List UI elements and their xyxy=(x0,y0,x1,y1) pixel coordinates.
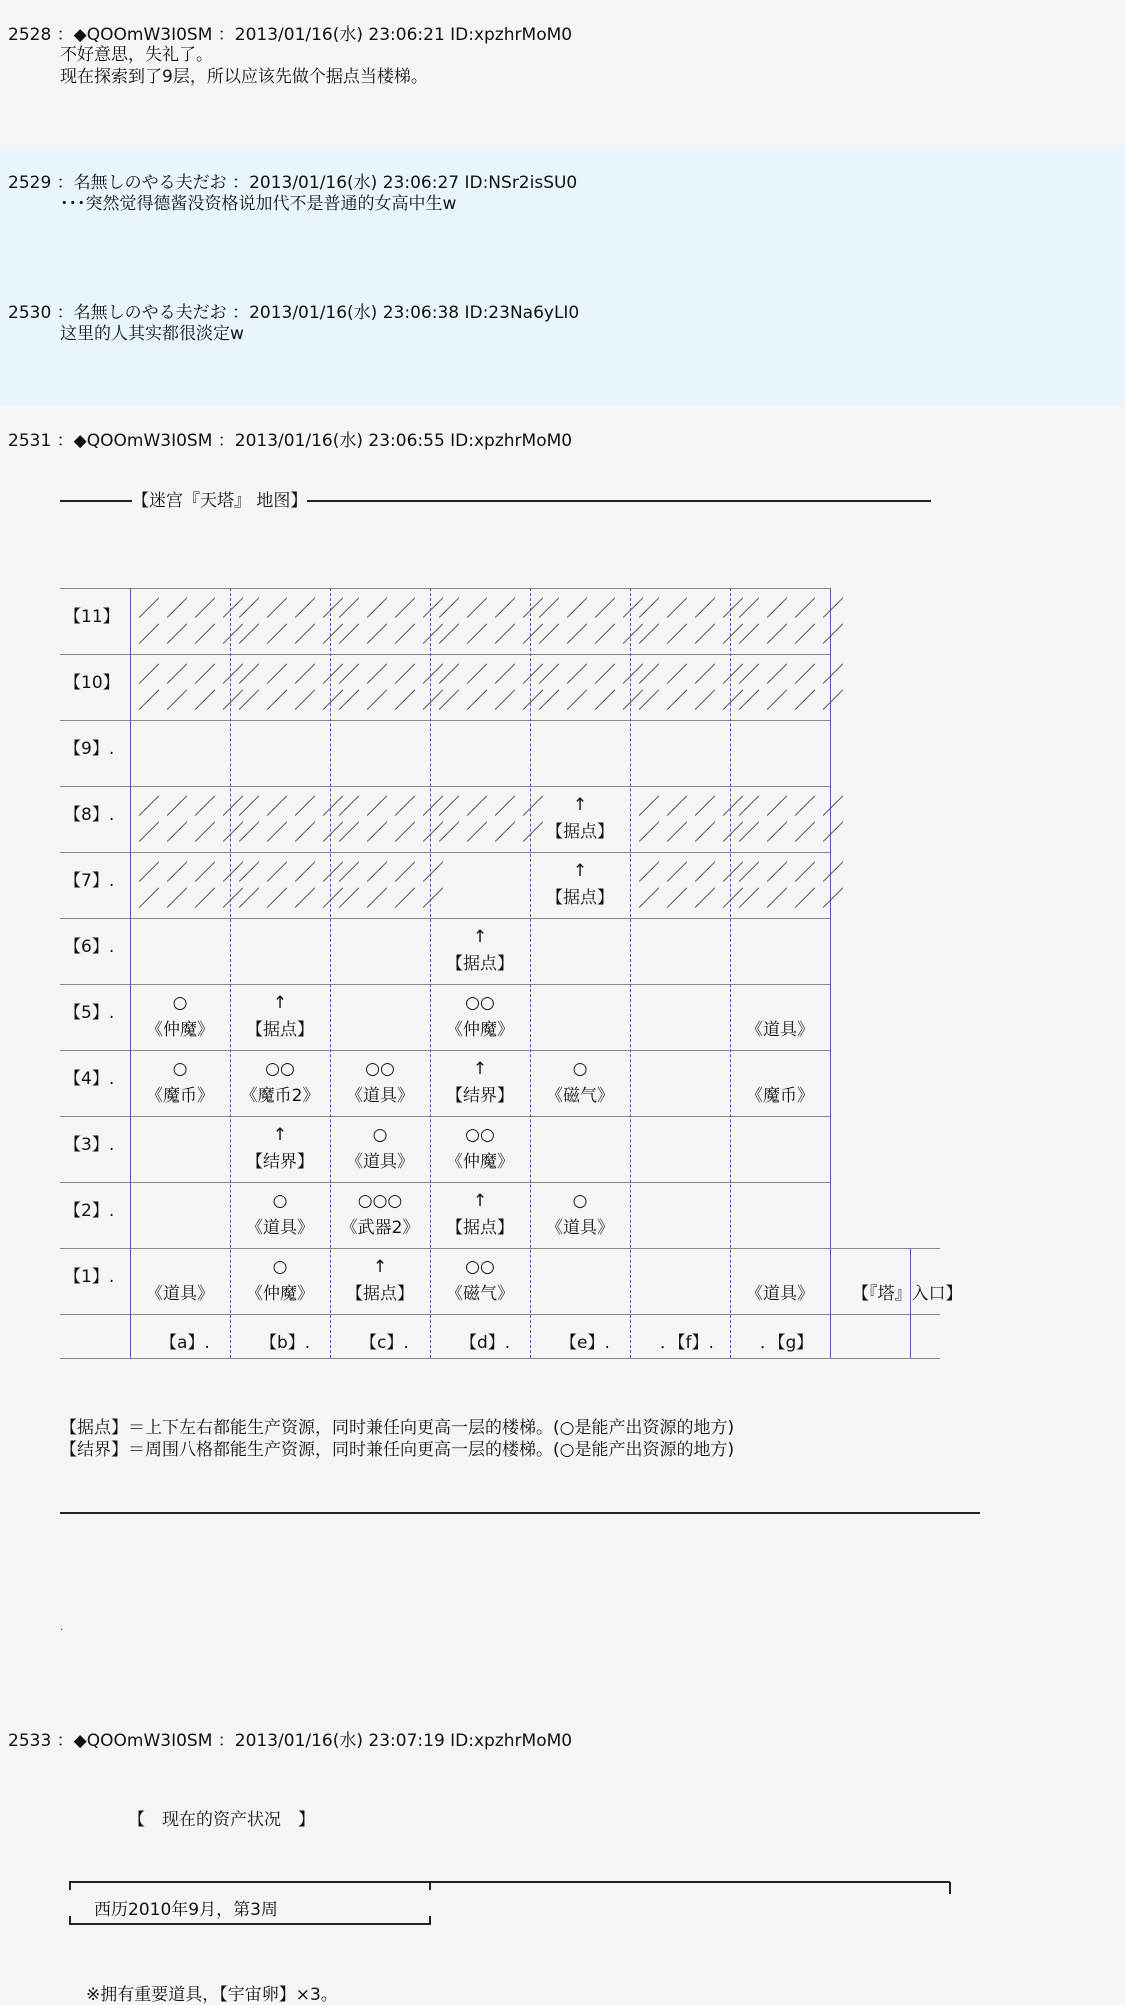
hatched-cell: ／／／／ xyxy=(238,663,351,688)
grid-row-line xyxy=(60,1116,830,1117)
hatched-cell: ／／／／ xyxy=(438,689,551,714)
hatched-cell: ／／／／ xyxy=(538,623,651,648)
grid-row-line xyxy=(60,720,830,721)
cell-marker: ↑ xyxy=(472,1191,488,1211)
cell-label: 《道具》 xyxy=(246,1218,314,1238)
grid-row-line xyxy=(60,786,830,787)
row-label: 【10】 xyxy=(64,673,120,693)
hatched-cell: ／／／／ xyxy=(238,597,351,622)
cell-label: 《魔币2》 xyxy=(240,1086,320,1106)
hatched-cell: ／／／／ xyxy=(138,861,251,886)
cell-marker: ○○ xyxy=(465,1257,495,1277)
post-header: 2533 ：◆QOOmW3I0SM ：2013/01/16(水) 23:07:19 ID:xpzhrMoM0 xyxy=(8,1731,573,1751)
row-label: 【5】. xyxy=(64,1003,115,1023)
col-label: 【c】. xyxy=(360,1333,409,1353)
post-2529 xyxy=(0,148,1125,278)
grid-row-line xyxy=(60,654,830,655)
post-header: 2529 ：名無しのやる夫だお ：2013/01/16(水) 23:06:27 ID:NSr2isSU0 xyxy=(8,173,578,193)
post-header: 2528 ：◆QOOmW3I0SM ：2013/01/16(水) 23:06:21 ID:xpzhrMoM0 xyxy=(8,25,573,45)
hatched-cell: ／／／／ xyxy=(138,887,251,912)
cell-marker: ○ xyxy=(172,1059,188,1079)
post-line: 现在探索到了9层，所以应该先做个据点当楼梯。 xyxy=(60,67,428,87)
hatched-cell: ／／／／ xyxy=(138,597,251,622)
hatched-cell: ／／／／ xyxy=(538,597,651,622)
row-label: 【4】. xyxy=(64,1069,115,1089)
col-label: 【b】. xyxy=(260,1333,311,1353)
post-header: 2530 ：名無しのやる夫だお ：2013/01/16(水) 23:06:38 ID:23Na6yLI0 xyxy=(8,303,580,323)
map-title-text: 【迷宫『天塔』 地图】 xyxy=(132,491,308,511)
cell-label: 《仲魔》 xyxy=(146,1020,214,1040)
hatched-cell: ／／／／ xyxy=(438,821,551,846)
cell-marker: ○○ xyxy=(465,1125,495,1145)
hatched-cell: ／／／／ xyxy=(438,597,551,622)
hatched-cell: ／／／／ xyxy=(738,689,851,714)
hatched-cell: ／／／／ xyxy=(638,663,751,688)
hatched-cell: ／／／／ xyxy=(738,663,851,688)
hatched-cell: ／／／／ xyxy=(238,795,351,820)
grid-row-line xyxy=(60,588,830,589)
hatched-cell: ／／／／ xyxy=(338,663,451,688)
cell-label: 【据点】 xyxy=(446,1218,514,1238)
cell-marker: ↑ xyxy=(572,861,588,881)
assets-title: 【 现在的资产状况 】 xyxy=(128,1810,315,1830)
cell-label: 《道具》 xyxy=(346,1086,414,1106)
cell-label: 《仲魔》 xyxy=(446,1152,514,1172)
col-label: 【d】. xyxy=(460,1333,511,1353)
cell-marker: ○○ xyxy=(365,1059,395,1079)
post-line: ･･･突然觉得德酱没资格说加代不是普通的女高中生w xyxy=(60,194,457,214)
cell-marker: ↑ xyxy=(272,993,288,1013)
hatched-cell: ／／／／ xyxy=(738,821,851,846)
hatched-cell: ／／／／ xyxy=(638,597,751,622)
hatched-cell: ／／／／ xyxy=(338,861,451,886)
hatched-cell: ／／／／ xyxy=(738,861,851,886)
col-label: 【a】. xyxy=(160,1333,210,1353)
cell-marker: ○ xyxy=(172,993,188,1013)
hatched-cell: ／／／／ xyxy=(138,795,251,820)
col-label: ．【f】. xyxy=(660,1333,714,1353)
cell-marker: ○ xyxy=(572,1059,588,1079)
cell-marker: ○ xyxy=(372,1125,388,1145)
cell-label: 《仲魔》 xyxy=(246,1284,314,1304)
cell-label: 【据点】 xyxy=(446,954,514,974)
cell-label: 【据点】 xyxy=(546,888,614,908)
grid-row-line xyxy=(60,1314,940,1315)
hatched-cell: ／／／／ xyxy=(338,597,451,622)
hatched-cell: ／／／／ xyxy=(338,623,451,648)
hatched-cell: ／／／／ xyxy=(738,623,851,648)
row-label: 【6】. xyxy=(64,937,115,957)
cell-label: 【据点】 xyxy=(546,822,614,842)
col-label: ．【g】 xyxy=(760,1333,814,1353)
hatched-cell: ／／／／ xyxy=(138,663,251,688)
cell-label: 《道具》 xyxy=(146,1284,214,1304)
cell-marker: ↑ xyxy=(472,927,488,947)
grid-row-line xyxy=(60,852,830,853)
cell-label: 《道具》 xyxy=(346,1152,414,1172)
hatched-cell: ／／／／ xyxy=(638,861,751,886)
hatched-cell: ／／／／ xyxy=(638,887,751,912)
cell-marker: ↑ xyxy=(372,1257,388,1277)
legend-stronghold: 【据点】＝上下左右都能生产资源，同时兼任向更高一层的楼梯。(○是能产出资源的地方) xyxy=(60,1418,735,1438)
hatched-cell: ／／／／ xyxy=(138,821,251,846)
hatched-cell: ／／／／ xyxy=(438,623,551,648)
date-text: 西历2010年9月，第3周 xyxy=(94,1900,278,1920)
cell-marker: ↑ xyxy=(272,1125,288,1145)
grid-row-line xyxy=(60,1248,940,1249)
hatched-cell: ／／／／ xyxy=(338,887,451,912)
hatched-cell: ／／／／ xyxy=(238,689,351,714)
small-mark: . xyxy=(60,1622,64,1633)
hatched-cell: ／／／／ xyxy=(338,795,451,820)
grid-row-line xyxy=(60,1358,940,1359)
post-2530 xyxy=(0,278,1125,406)
hatched-cell: ／／／／ xyxy=(238,623,351,648)
divider-rule xyxy=(60,1512,980,1514)
hatched-cell: ／／／／ xyxy=(438,795,551,820)
cell-label: 【据点】 xyxy=(346,1284,414,1304)
cell-marker: ○○ xyxy=(265,1059,295,1079)
hatched-cell: ／／／／ xyxy=(338,821,451,846)
legend-barrier: 【结界】＝周围八格都能生产资源，同时兼任向更高一层的楼梯。(○是能产出资源的地方) xyxy=(60,1440,735,1460)
cell-label: 【结界】 xyxy=(446,1086,514,1106)
assets-note: ※拥有重要道具，【宇宙卵】×3。 xyxy=(86,1985,338,2005)
hatched-cell: ／／／／ xyxy=(638,623,751,648)
cell-label: 《魔币》 xyxy=(746,1086,814,1106)
col-label: 【e】. xyxy=(560,1333,610,1353)
cell-label: 《道具》 xyxy=(746,1020,814,1040)
cell-marker: ↑ xyxy=(472,1059,488,1079)
hatched-cell: ／／／／ xyxy=(738,887,851,912)
post-2533 xyxy=(0,1706,1125,2000)
cell-marker: ○○○ xyxy=(357,1191,403,1211)
grid-row-line xyxy=(60,984,830,985)
row-label: 【7】. xyxy=(64,871,115,891)
cell-label: 【结界】 xyxy=(246,1152,314,1172)
row-label: 【8】. xyxy=(64,805,115,825)
row-label: 【9】. xyxy=(64,739,115,759)
post-2528 xyxy=(0,0,1125,148)
cell-marker: ○ xyxy=(272,1257,288,1277)
post-header: 2531 ：◆QOOmW3I0SM ：2013/01/16(水) 23:06:55 ID:xpzhrMoM0 xyxy=(8,431,573,451)
hatched-cell: ／／／／ xyxy=(538,663,651,688)
cell-marker: ○ xyxy=(572,1191,588,1211)
hatched-cell: ／／／／ xyxy=(738,795,851,820)
hatched-cell: ／／／／ xyxy=(338,689,451,714)
cell-label: 《武器2》 xyxy=(340,1218,420,1238)
hatched-cell: ／／／／ xyxy=(138,689,251,714)
cell-label: 《道具》 xyxy=(746,1284,814,1304)
row-label: 【3】. xyxy=(64,1135,115,1155)
hatched-cell: ／／／／ xyxy=(238,887,351,912)
cell-label: 【据点】 xyxy=(246,1020,314,1040)
tower-entrance: 【『塔』入口】 xyxy=(852,1284,963,1304)
cell-marker: ○ xyxy=(272,1191,288,1211)
grid-row-line xyxy=(60,918,830,919)
hatched-cell: ／／／／ xyxy=(638,689,751,714)
cell-marker: ↑ xyxy=(572,795,588,815)
cell-label: 《魔币》 xyxy=(146,1086,214,1106)
grid-col-line xyxy=(130,588,131,1358)
cell-label: 《磁气》 xyxy=(446,1284,514,1304)
row-label: 【2】. xyxy=(64,1201,115,1221)
cell-label: 《仲魔》 xyxy=(446,1020,514,1040)
hatched-cell: ／／／／ xyxy=(638,795,751,820)
row-label: 【1】. xyxy=(64,1267,115,1287)
row-label: 【11】 xyxy=(64,607,120,627)
cell-label: 《道具》 xyxy=(546,1218,614,1238)
hatched-cell: ／／／／ xyxy=(238,821,351,846)
hatched-cell: ／／／／ xyxy=(138,623,251,648)
cell-marker: ○○ xyxy=(465,993,495,1013)
post-line: 这里的人其实都很淡定w xyxy=(60,324,244,344)
hatched-cell: ／／／／ xyxy=(238,861,351,886)
hatched-cell: ／／／／ xyxy=(738,597,851,622)
hatched-cell: ／／／／ xyxy=(638,821,751,846)
hatched-cell: ／／／／ xyxy=(538,689,651,714)
grid-row-line xyxy=(60,1182,830,1183)
post-line: 不好意思，失礼了。 xyxy=(60,45,213,65)
grid-row-line xyxy=(60,1050,830,1051)
cell-label: 《磁气》 xyxy=(546,1086,614,1106)
map-title xyxy=(60,486,931,511)
hatched-cell: ／／／／ xyxy=(438,663,551,688)
